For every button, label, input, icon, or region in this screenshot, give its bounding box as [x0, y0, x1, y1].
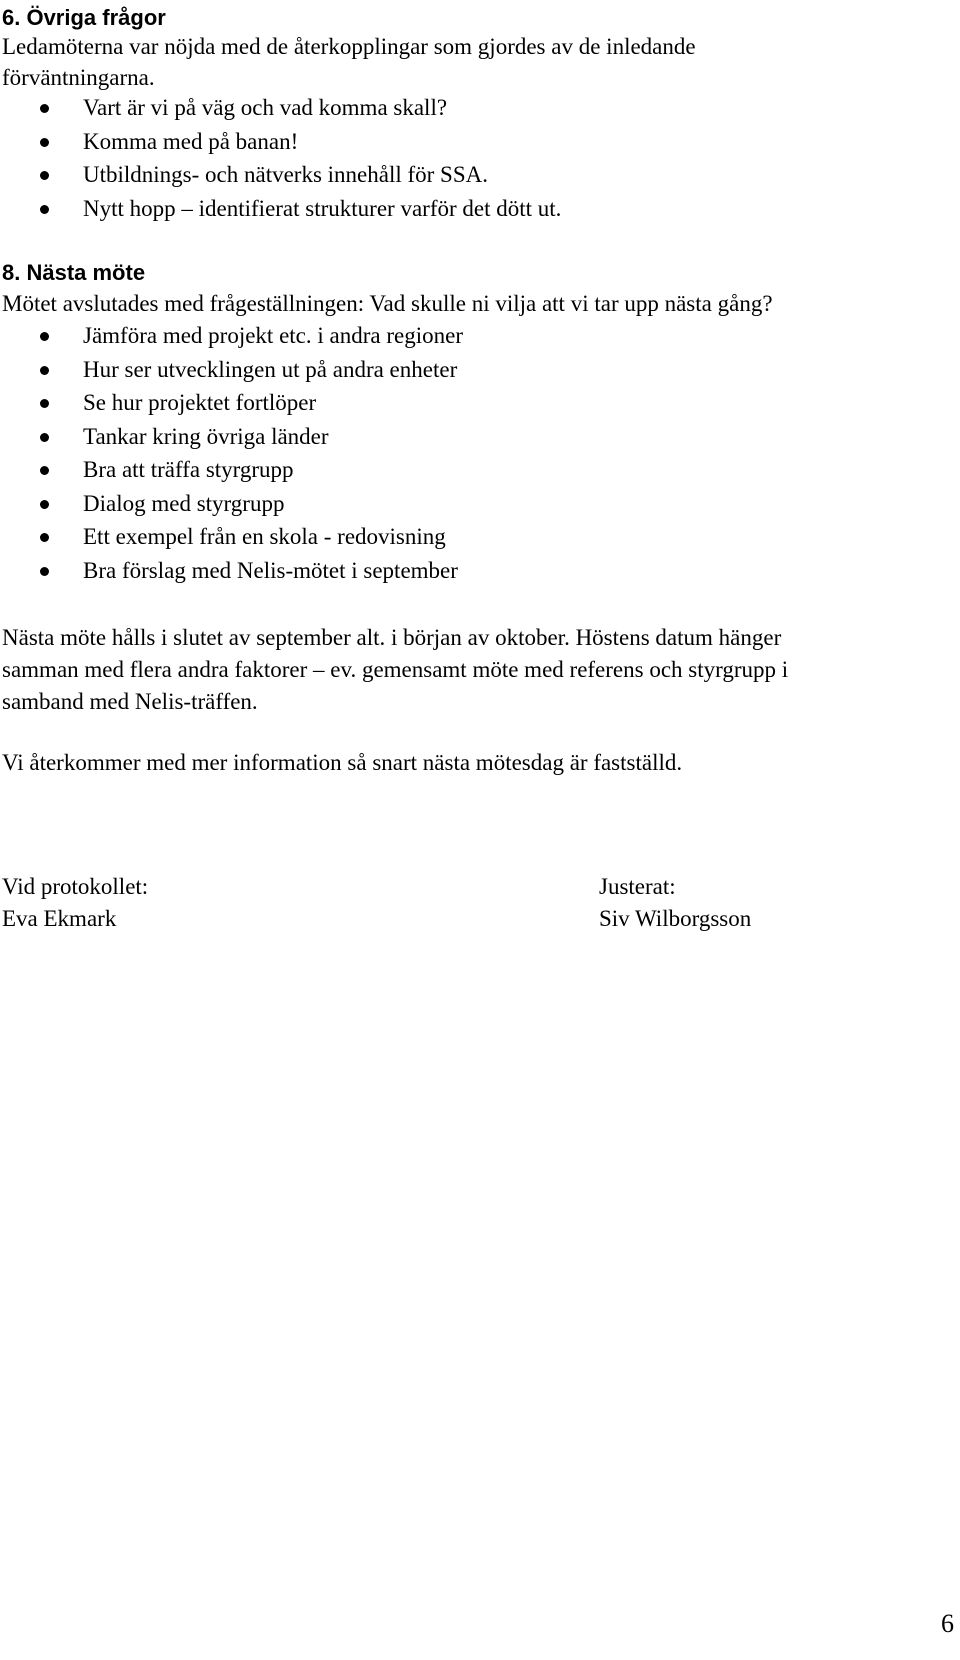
bullet-icon [40, 466, 49, 475]
list-item-text: Jämföra med projekt etc. i andra regioner [83, 323, 463, 348]
bullet-icon [40, 138, 49, 147]
list-item-text: Se hur projektet fortlöper [83, 390, 317, 415]
list-item-text: Bra att träffa styrgrupp [83, 457, 294, 482]
list-item [0, 555, 463, 589]
bullet-icon [40, 366, 49, 375]
list-item [0, 159, 561, 193]
section-6-heading: 6. Övriga frågor [2, 5, 166, 30]
list-item-text: Ett exempel från en skola - redovisning [83, 524, 446, 549]
bullet-icon [40, 205, 49, 214]
next-meeting-line-3: samband med Nelis-träffen. [2, 689, 258, 714]
bullet-icon [40, 433, 49, 442]
list-item [0, 320, 463, 354]
list-item [0, 354, 463, 388]
section-8-intro: Mötet avslutades med frågeställningen: Vad skulle ni vilja att vi tar upp nästa gång? [2, 291, 773, 316]
approved-name: Siv Wilborgsson [599, 906, 752, 931]
closing-statement: Vi återkommer med mer information så snart nästa mötesdag är fastställd. [2, 750, 683, 775]
list-item-text: Dialog med styrgrupp [83, 490, 285, 516]
bullet-icon [40, 104, 49, 113]
bullet-icon [40, 567, 49, 576]
bullet-icon [40, 533, 49, 542]
list-item-text: Bra förslag med Nelis-mötet i september [83, 557, 458, 583]
bullet-icon [40, 500, 49, 509]
list-item-text: Vart är vi på väg och vad komma skall? [83, 95, 448, 120]
section-6-intro-line-2: förväntningarna. [2, 65, 155, 90]
list-item [0, 126, 561, 160]
section-8-bullet-list [0, 320, 463, 588]
section-6-intro-line-1: Ledamöterna var nöjda med de återkopplingar som gjordes av de inledande [2, 34, 696, 59]
list-item-text: Hur ser utvecklingen ut på andra enheter [83, 356, 458, 382]
list-item-text: Tankar kring övriga länder [83, 423, 329, 449]
list-item [0, 193, 561, 227]
bullet-icon [40, 171, 49, 180]
bullet-icon [40, 332, 49, 341]
next-meeting-line-2: samman med flera andra faktorer – ev. gemensamt möte med referens och styrgrupp i [2, 657, 789, 682]
next-meeting-line-1: Nästa möte hålls i slutet av september alt. i början av oktober. Höstens datum hänger [2, 625, 782, 650]
approved-label: Justerat: [599, 874, 676, 899]
minutes-label: Vid protokollet: [2, 874, 149, 899]
list-item [0, 421, 463, 455]
list-item [0, 454, 463, 488]
list-item [0, 387, 463, 421]
minutes-name: Eva Ekmark [2, 906, 117, 931]
list-item [0, 521, 463, 555]
bullet-icon [40, 399, 49, 408]
section-6-bullet-list [0, 92, 561, 226]
section-8-heading: 8. Nästa möte [2, 260, 146, 285]
list-item [0, 92, 561, 126]
page-number: 6 [941, 1609, 954, 1638]
list-item-text: Nytt hopp – identifierat strukturer varför det dött ut. [83, 195, 562, 221]
list-item-text: Utbildnings- och nätverks innehåll för SSA. [83, 162, 489, 187]
list-item [0, 488, 463, 522]
list-item-text: Komma med på banan! [83, 128, 299, 154]
